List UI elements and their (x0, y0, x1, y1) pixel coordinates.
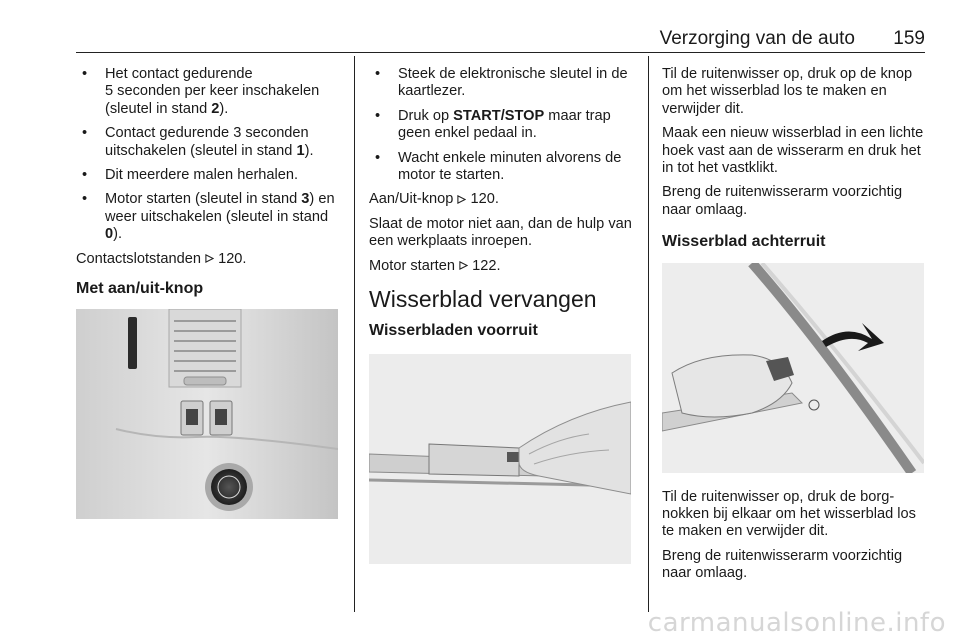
paragraph: Slaat de motor niet aan, dan de hulp van een werkplaats inroepen. (369, 215, 632, 250)
watermark: carmanualsonline.info (647, 608, 946, 638)
bullet: • (375, 149, 381, 166)
page-header (76, 28, 925, 52)
bullet: • (82, 191, 88, 208)
bullet: • (82, 167, 88, 184)
subheading: Wisserblad achterruit (662, 233, 826, 251)
cross-reference[interactable]: Contactslotstanden 120. (76, 250, 247, 267)
column-1 (76, 66, 344, 519)
bullet: • (82, 66, 88, 82)
subheading: Wisserbladen voorruit (369, 322, 538, 340)
front-wiper-blade-illustration (369, 354, 631, 564)
column-2 (369, 66, 635, 564)
rear-wiper-blade-illustration (662, 263, 924, 473)
column-divider-2 (648, 56, 649, 612)
cross-reference[interactable]: Motor starten 122. (369, 257, 501, 274)
paragraph: Breng de ruitenwisserarm voorzichtig naar omlaag. (662, 547, 903, 582)
section-heading: Wisserblad vervangen (369, 286, 597, 313)
bullet: • (82, 125, 88, 142)
bullet: • (375, 66, 381, 82)
column-3 (662, 66, 928, 590)
list-item: • Contact gedurende 3 seconden uitschakelen (sleutel in stand 1). (82, 125, 314, 159)
list-item: • Steek de elektronische sleutel in de kaartlezer. (375, 66, 628, 100)
triangle-right-icon (459, 261, 468, 270)
list-item: • Dit meerdere malen herhalen. (82, 167, 299, 184)
start-stop-button-illustration (76, 309, 338, 519)
header-rule (76, 52, 925, 53)
list-item: • Druk op START/STOP maar trap geen enkel pedaal in. (375, 107, 611, 142)
page-number: 159 (893, 28, 925, 49)
section-title: Verzorging van de auto (659, 28, 855, 49)
list-item: • Motor starten (sleutel in stand 3) en weer uitschakelen (sleutel in stand 0). (82, 191, 335, 243)
list-item: • Het contact gedurende 5 seconden per keer inschakelen (sleutel in stand 2). (82, 66, 320, 117)
list-item: • Wacht enkele minuten alvorens de motor te starten. (375, 149, 622, 184)
triangle-right-icon (457, 195, 466, 204)
paragraph: Til de ruitenwisser op, druk de borg-nokken bij elkaar om het wisserblad los te maken en verwijder dit. (662, 488, 916, 540)
paragraph: Til de ruitenwisser op, druk op de knop om het wisserblad los te maken en verwijder dit. (662, 66, 913, 117)
column-divider-1 (354, 56, 355, 612)
triangle-right-icon (205, 254, 214, 263)
paragraph: Breng de ruitenwisserarm voorzichtig naar omlaag. (662, 184, 903, 218)
paragraph: Maak een nieuw wisserblad in een lichte hoek vast aan de wisserarm en druk het in tot het vastklikt. (662, 125, 924, 177)
cross-reference[interactable]: Aan/Uit-knop 120. (369, 191, 499, 208)
bullet: • (375, 107, 381, 124)
subheading: Met aan/uit-knop (76, 280, 204, 298)
